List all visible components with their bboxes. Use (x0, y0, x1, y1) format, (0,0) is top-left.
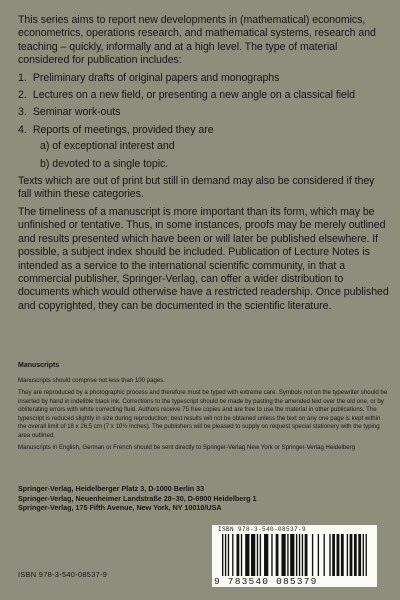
barcode-bar (318, 534, 319, 576)
meeting-conditions (40, 140, 390, 171)
barcode-bar (228, 534, 229, 576)
list-item: 4. Reports of meetings, provided they are (18, 123, 214, 136)
barcode-bar (241, 534, 242, 576)
barcode-bar (264, 534, 268, 576)
barcode-isbn: ISBN 978-3-540-08537-9 (218, 526, 307, 533)
out-of-print-paragraph: Texts which are out of print but still in demand may also be considered if they fall within these categories. (18, 175, 375, 201)
barcode-bar (312, 534, 313, 576)
barcode-bar (305, 534, 308, 576)
barcode-bar (287, 534, 288, 576)
manuscripts-submission: Manuscripts in English, German or French should be sent directly to Springer-Verlag New York or Springer-Verlag Heidelberg (18, 444, 356, 451)
address-new-york: Springer-Verlag, 175 Fifth Avenue, New York, NY 10010/USA (18, 503, 222, 513)
barcode-digits: 9 783540 085379 (214, 576, 318, 587)
material-list (18, 72, 390, 171)
barcode-bar (337, 534, 340, 576)
barcode-bar (281, 534, 285, 576)
list-item: b) devoted to a single topic. (40, 157, 169, 170)
barcode-bar (324, 534, 325, 576)
address-heidelberg: Springer-Verlag, Neuenheimer Landstraße 28–30, D-6900 Heidelberg 1 (18, 493, 257, 503)
barcode-bar (257, 534, 258, 576)
barcode-bar (347, 534, 348, 576)
barcode-bar (251, 534, 255, 576)
publisher-addresses (18, 484, 390, 513)
barcode-bar (260, 534, 261, 576)
barcode-bar (296, 534, 297, 576)
barcode-label (212, 525, 377, 587)
barcode-bar (363, 534, 364, 576)
barcode-bar (358, 534, 361, 576)
timeliness-paragraph: The timeliness of a manuscript is more important than its form, which may be unfinished or tentative. Thus, in some instances, proofs may be merely outlined and results presented which have been or will later be published elsewhere. If possible, a subject index should be included. Publication of Lecture Notes is intended as a service to the international scientific community, in that a commercial publisher, Springer-Verlag, can offer a wider distribution to documents which would otherwise have a restricted readership. Once published and copyrighted, they can be documented in the scientific literature. (18, 205, 389, 312)
manuscripts-length: Manuscripts should comprise not less than 100 pages. (18, 376, 166, 384)
barcode-bar (290, 534, 294, 576)
list-item: a) of exceptional interest and (40, 140, 175, 153)
barcode-bar (245, 534, 249, 576)
barcode-bar (341, 534, 344, 576)
barcode-bar (299, 534, 300, 576)
manuscripts-instructions: They are reproduced by a photographic process and therefore must be typed with extreme care. Symbols not on the typewriter should be inserted by hand in indelible black ink. Corrections to the typescript should be made by pasting the amended text over the old one, or by obliterating errors with white correcting fluid. Authors receive 75 free copies and are free to use the material in other publications. The typescript is reduced slightly in size during reproduction; best results will not be obtained unless the text on any one page is kept within the overall limit of 18 x 26.5 cm (7 x 10½ inches). The publishers will be pleased to supply on request special stationery with the typing area outlined. (18, 389, 388, 439)
manuscripts-heading: Manuscripts (18, 362, 60, 369)
address-berlin: Springer-Verlag, Heidelberger Platz 3, D-1000 Berlin 33 (18, 484, 205, 493)
list-item: 3. Seminar work-outs (18, 106, 121, 119)
barcode-bar (329, 534, 330, 576)
list-item: 1. Preliminary drafts of original papers and monographs (18, 71, 280, 84)
barcode-bar (354, 534, 357, 576)
series-description (18, 14, 390, 313)
barcode-bar (225, 534, 226, 576)
barcode-bar (366, 534, 367, 576)
barcode-bar (232, 534, 233, 576)
barcode-bar (350, 534, 353, 576)
isbn-text: ISBN 978-3-540-08537-9 (18, 570, 108, 579)
list-item: 2. Lectures on a new field, or presenting a new angle on a classical field (18, 89, 356, 102)
barcode-icon (222, 534, 367, 576)
barcode-bar (271, 534, 272, 576)
barcode-bar (276, 534, 279, 576)
barcode-bar (332, 534, 335, 576)
barcode-bar (222, 534, 223, 576)
barcode-bar (302, 534, 303, 576)
barcode-bar (237, 534, 240, 576)
manuscripts-section (18, 362, 390, 457)
intro-paragraph: This series aims to report new developments in (mathematical) economics, econometrics, operations research, and mathematical systems, research and teaching – quickly, informally and at a high level. The type of material considered for publication includes: (18, 14, 376, 67)
